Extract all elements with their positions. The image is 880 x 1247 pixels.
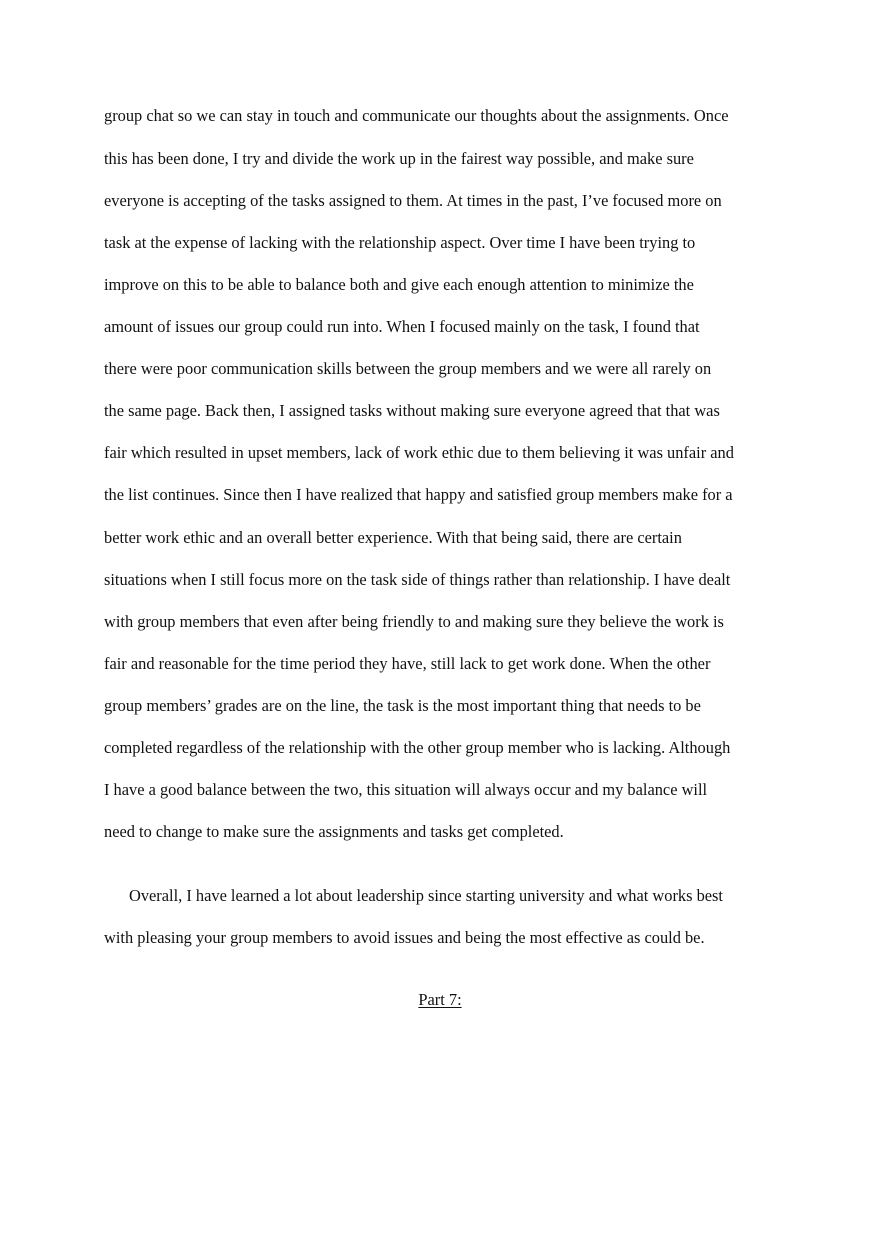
paragraph-line: fair and reasonable for the time period they have, still lack to get work done. When the other	[104, 654, 711, 673]
paragraph-line: this has been done, I try and divide the work up in the fairest way possible, and make sure	[104, 149, 694, 168]
paragraph-line: group chat so we can stay in touch and communicate our thoughts about the assignments. Once	[104, 106, 729, 125]
section-heading-text: Part 7:	[418, 990, 462, 1009]
paragraph-line: with group members that even after being friendly to and making sure they believe the work is	[104, 612, 724, 631]
paragraph-line: completed regardless of the relationship with the other group member who is lacking. Although	[104, 738, 731, 757]
paragraph-line: task at the expense of lacking with the relationship aspect. Over time I have been trying to	[104, 233, 696, 252]
paragraph-line: with pleasing your group members to avoid issues and being the most effective as could be.	[104, 928, 705, 947]
paragraph-line: group members’ grades are on the line, the task is the most important thing that needs to be	[104, 696, 701, 715]
paragraph-line: need to change to make sure the assignments and tasks get completed.	[104, 822, 564, 841]
paragraph-line: the list continues. Since then I have realized that happy and satisfied group members make for a	[104, 485, 733, 504]
paragraph-line: Overall, I have learned a lot about leadership since starting university and what works best	[129, 886, 723, 905]
paragraph-line: better work ethic and an overall better experience. With that being said, there are certain	[104, 528, 682, 547]
paragraph-line: there were poor communication skills between the group members and we were all rarely on	[104, 359, 712, 378]
paragraph-line: amount of issues our group could run into. When I focused mainly on the task, I found that	[104, 317, 700, 336]
section-heading	[0, 989, 880, 1011]
paragraph-line: improve on this to be able to balance both and give each enough attention to minimize the	[104, 275, 694, 294]
paragraph-line: I have a good balance between the two, this situation will always occur and my balance will	[104, 780, 708, 799]
paragraph-line: the same page. Back then, I assigned tasks without making sure everyone agreed that that was	[104, 401, 720, 420]
paragraph-line: situations when I still focus more on the task side of things rather than relationship. I have dealt	[104, 570, 731, 589]
paragraph-line: fair which resulted in upset members, lack of work ethic due to them believing it was unfair and	[104, 443, 734, 462]
paragraph-line: everyone is accepting of the tasks assigned to them. At times in the past, I’ve focused more on	[104, 191, 722, 210]
